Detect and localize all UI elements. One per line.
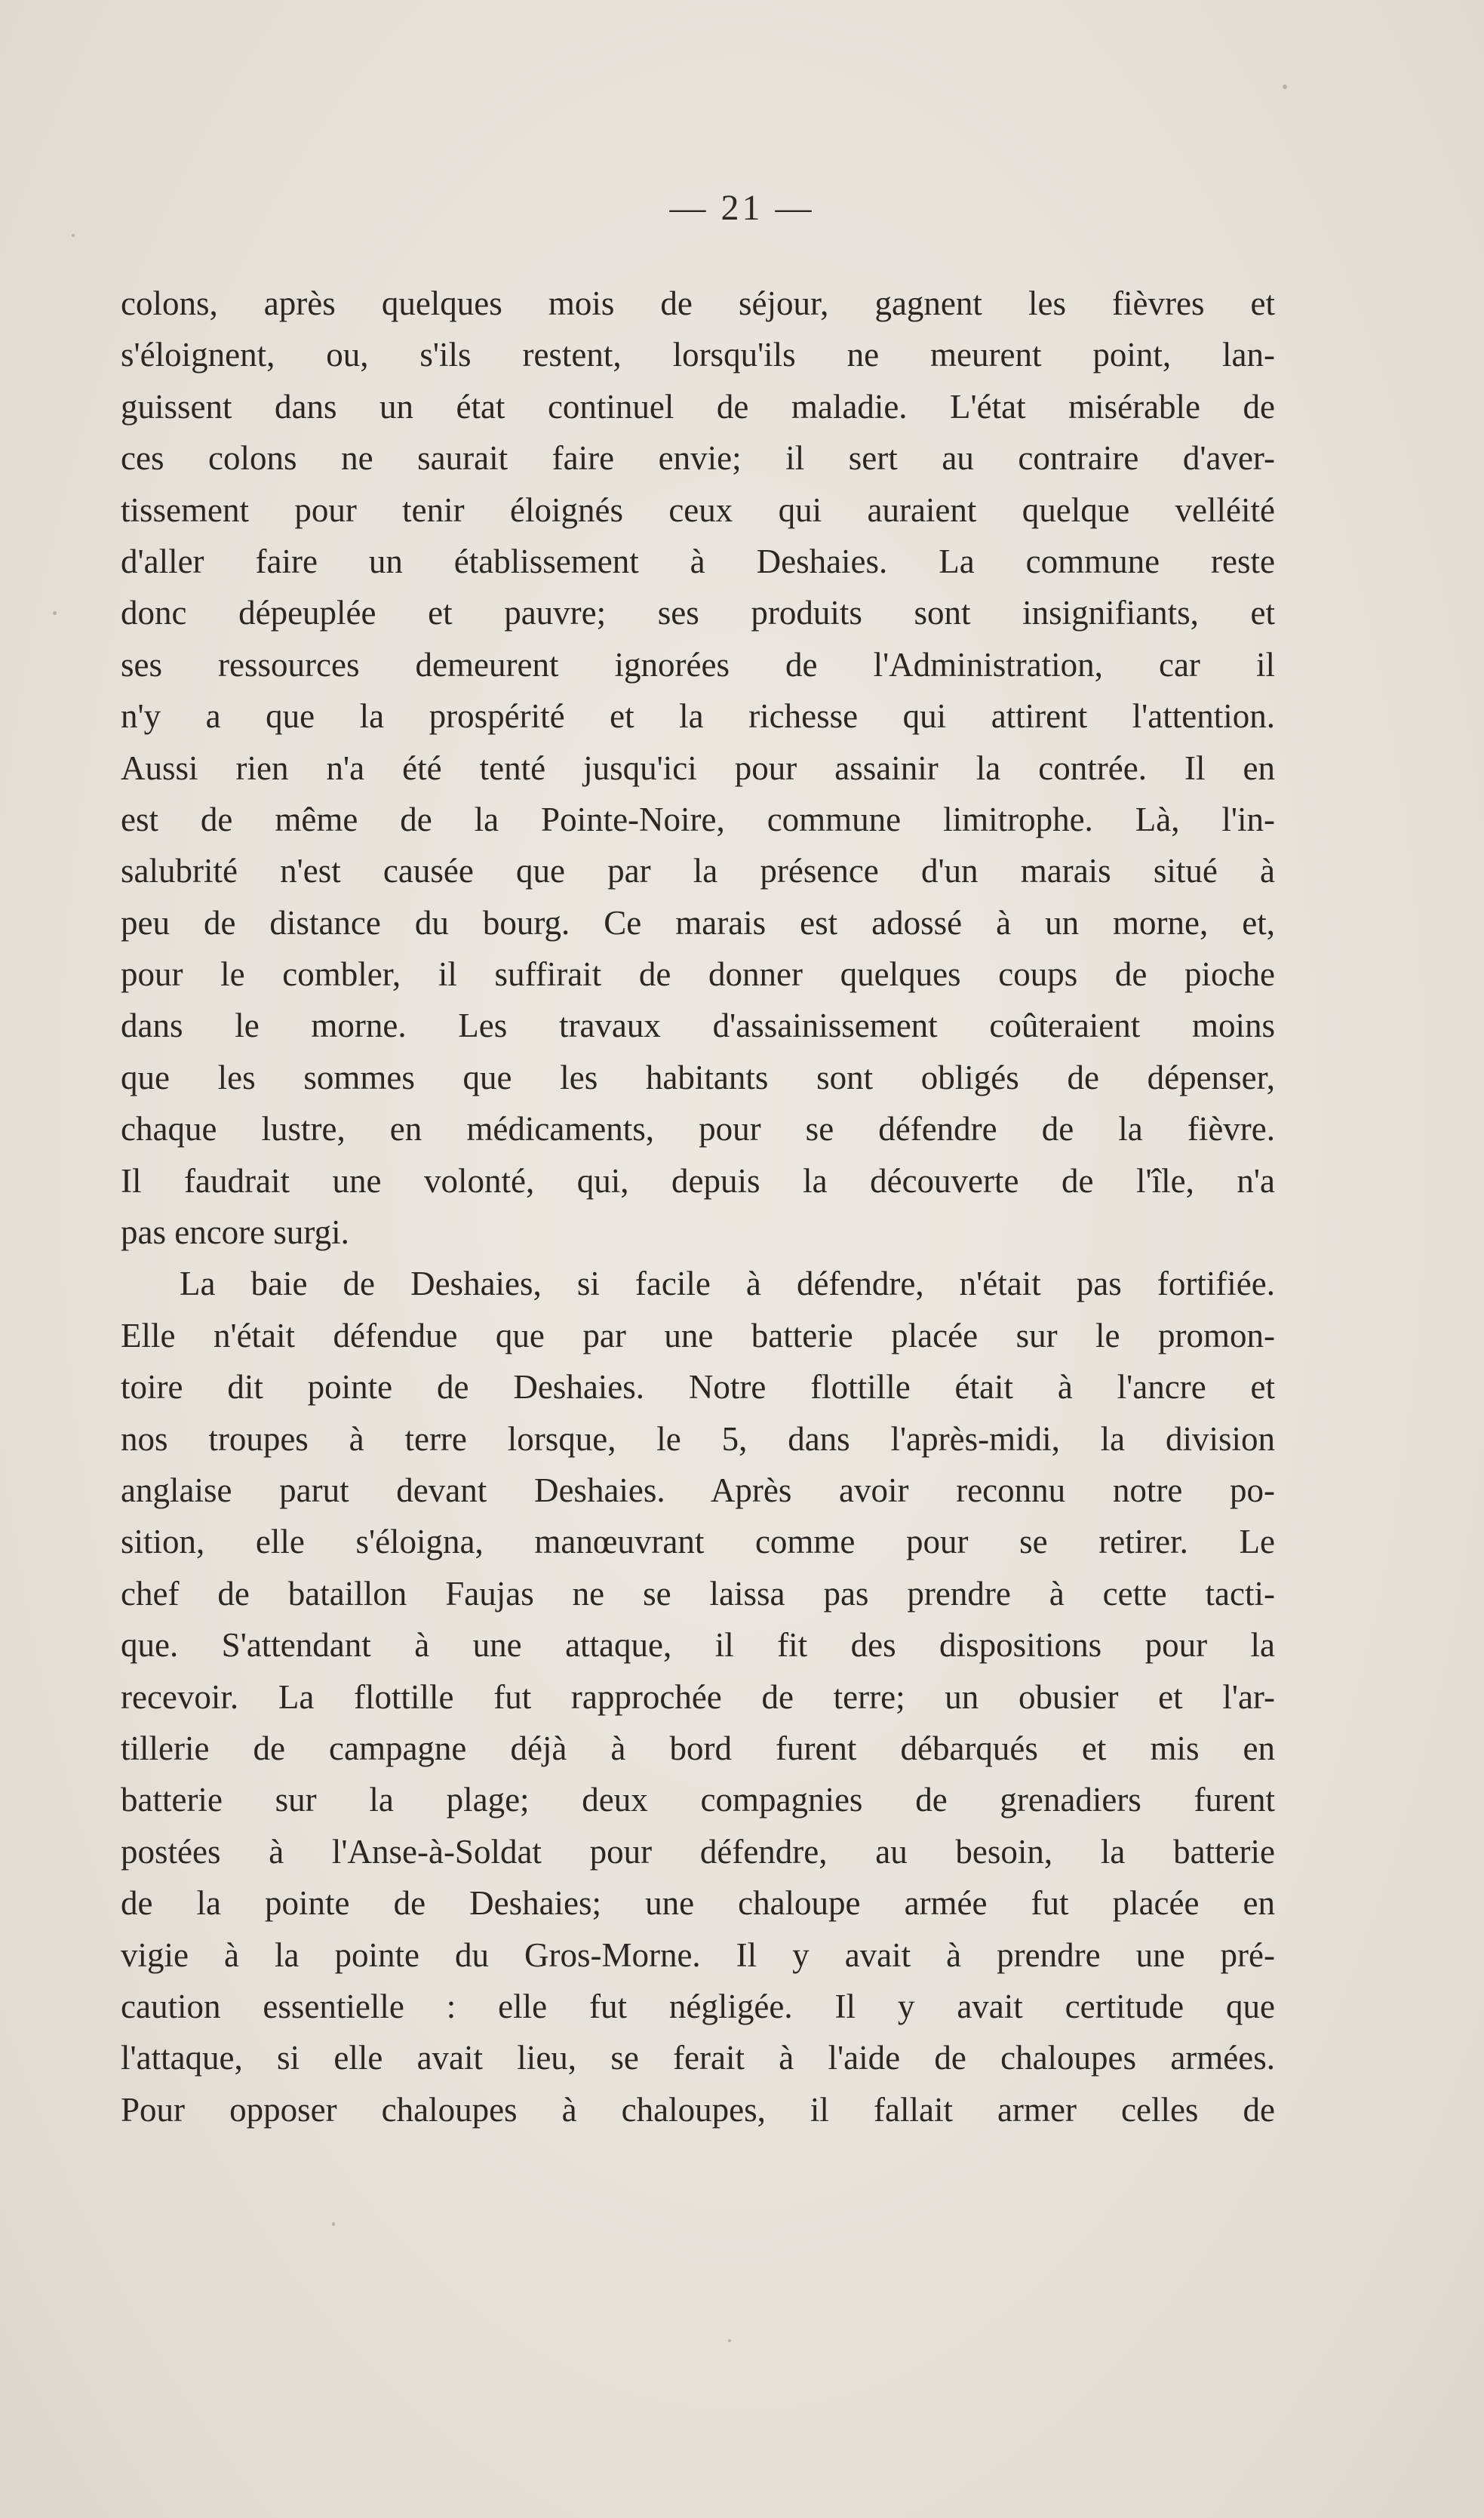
- text-line: nos troupes à terre lorsque, le 5, dans l'après-midi, la division: [121, 1419, 1275, 1458]
- text-line: n'y a que la prospérité et la richesse qui attirent l'attention.: [121, 697, 1275, 736]
- text-line: vigie à la pointe du Gros-Morne. Il y avait à prendre une pré-: [121, 1935, 1275, 1974]
- text-line: chaque lustre, en médicaments, pour se défendre de la fièvre.: [121, 1110, 1275, 1148]
- page-number: — 21 —: [669, 188, 815, 228]
- paper-speck: [332, 2222, 335, 2226]
- text-line: s'éloignent, ou, s'ils restent, lorsqu'ils ne meurent point, lan-: [121, 336, 1275, 374]
- text-line: Aussi rien n'a été tenté jusqu'ici pour assainir la contrée. Il en: [121, 749, 1275, 787]
- text-line: toire dit pointe de Deshaies. Notre flottille était à l'ancre et: [121, 1368, 1275, 1407]
- text-line: caution essentielle : elle fut négligée. Il y avait certitude que: [121, 1987, 1275, 2025]
- text-line: colons, après quelques mois de séjour, gagnent les fièvres et: [121, 284, 1275, 322]
- text-line: batterie sur la plage; deux compagnies de grenadiers furent: [121, 1781, 1275, 1819]
- text-line: ces colons ne saurait faire envie; il sert au contraire d'aver-: [121, 439, 1275, 478]
- text-line: dans le morne. Les travaux d'assainissement coûteraient moins: [121, 1007, 1275, 1045]
- text-line: donc dépeuplée et pauvre; ses produits sont insignifiants, et: [121, 594, 1275, 632]
- text-line: guissent dans un état continuel de maladie. L'état misérable de: [121, 387, 1275, 426]
- text-line: d'aller faire un établissement à Deshaies. La commune reste: [121, 542, 1275, 580]
- body-text: [121, 278, 1275, 2135]
- text-line: Elle n'était défendue que par une batterie placée sur le promon-: [121, 1316, 1275, 1354]
- text-line: postées à l'Anse-à-Soldat pour défendre, au besoin, la batterie: [121, 1832, 1275, 1871]
- paragraph-first-line: La baie de Deshaies, si facile à défendre, n'était pas fortifiée.: [180, 1265, 1275, 1303]
- text-line: peu de distance du bourg. Ce marais est adossé à un morne, et,: [121, 903, 1275, 942]
- text-line: est de même de la Pointe-Noire, commune limitrophe. Là, l'in-: [121, 800, 1275, 838]
- text-line: que. S'attendant à une attaque, il fit des dispositions pour la: [121, 1626, 1275, 1665]
- text-line: tillerie de campagne déjà à bord furent débarqués et mis en: [121, 1729, 1275, 1767]
- text-line: anglaise parut devant Deshaies. Après avoir reconnu notre po-: [121, 1471, 1275, 1509]
- paper-speck: [1283, 85, 1287, 89]
- text-line: Il faudrait une volonté, qui, depuis la découverte de l'île, n'a: [121, 1161, 1275, 1200]
- text-line: salubrité n'est causée que par la présence d'un marais situé à: [121, 852, 1275, 890]
- paper-speck: [728, 2339, 731, 2342]
- text-line: Pour opposer chaloupes à chaloupes, il fallait armer celles de: [121, 2090, 1275, 2129]
- text-line: que les sommes que les habitants sont obligés de dépenser,: [121, 1058, 1275, 1096]
- text-line: pour le combler, il suffirait de donner quelques coups de pioche: [121, 955, 1275, 994]
- text-line: ses ressources demeurent ignorées de l'Administration, car il: [121, 645, 1275, 684]
- paper-speck: [72, 234, 75, 237]
- text-line: tissement pour tenir éloignés ceux qui auraient quelque velléité: [121, 490, 1275, 529]
- text-line: de la pointe de Deshaies; une chaloupe armée fut placée en: [121, 1884, 1275, 1923]
- text-line: recevoir. La flottille fut rapprochée de terre; un obusier et l'ar-: [121, 1677, 1275, 1716]
- text-line: sition, elle s'éloigna, manœuvrant comme pour se retirer. Le: [121, 1523, 1275, 1561]
- text-line: l'attaque, si elle avait lieu, se ferait à l'aide de chaloupes armées.: [121, 2039, 1275, 2077]
- paragraph-last-line: pas encore surgi.: [121, 1213, 349, 1252]
- text-line: chef de bataillon Faujas ne se laissa pas prendre à cette tacti-: [121, 1574, 1275, 1613]
- paper-speck: [53, 611, 57, 615]
